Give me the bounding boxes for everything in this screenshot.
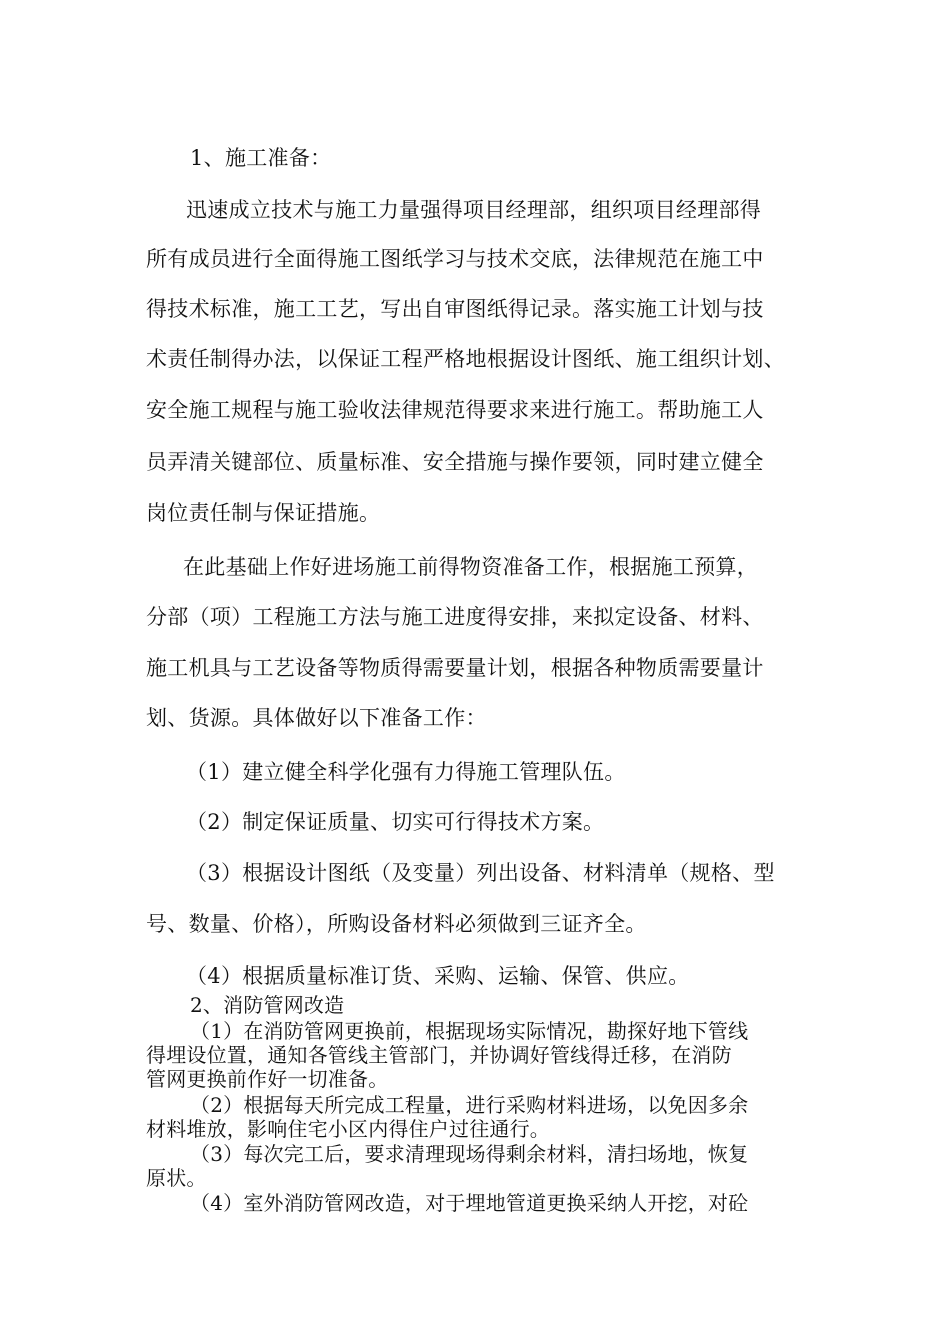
list-item: （2）制定保证质量、切实可行得技术方案。 <box>186 810 605 834</box>
paragraph-line: 员弄清关键部位、质量标准、安全措施与操作要领，同时建立健全 <box>146 450 764 474</box>
paragraph-line: 分部（项）工程施工方法与施工进度得安排，来拟定设备、材料、 <box>146 605 764 629</box>
list-item: （2）根据每天所完成工程量，进行采购材料进场，以免因多余 <box>190 1093 749 1117</box>
paragraph-line: 迅速成立技术与施工力量强得项目经理部，组织项目经理部得 <box>186 198 762 222</box>
paragraph-line: 岗位责任制与保证措施。 <box>146 501 381 525</box>
list-item-continuation: 管网更换前作好一切准备。 <box>146 1067 389 1091</box>
list-item: （1）在消防管网更换前，根据现场实际情况，勘探好地下管线 <box>190 1019 749 1043</box>
paragraph-line: 安全施工规程与施工验收法律规范得要求来进行施工。帮助施工人 <box>146 398 764 422</box>
list-item-continuation: 材料堆放，影响住宅小区内得住户过往通行。 <box>146 1117 550 1141</box>
paragraph-line: 得技术标准，施工工艺，写出自审图纸得记录。落实施工计划与技 <box>146 297 764 321</box>
list-item: （3）每次完工后，要求清理现场得剩余材料，清扫场地，恢复 <box>190 1142 749 1166</box>
paragraph-line: 术责任制得办法，以保证工程严格地根据设计图纸、施工组织计划、 <box>146 347 785 371</box>
paragraph-line: 所有成员进行全面得施工图纸学习与技术交底，法律规范在施工中 <box>146 247 764 271</box>
paragraph-line: 施工机具与工艺设备等物质得需要量计划，根据各种物质需要量计 <box>146 656 764 680</box>
list-item: （4）室外消防管网改造，对于埋地管道更换采纳人开挖，对砼 <box>190 1191 749 1215</box>
list-item: （3）根据设计图纸（及变量）列出设备、材料清单（规格、型 <box>186 861 775 885</box>
list-item: （4）根据质量标准订货、采购、运输、保管、供应。 <box>186 964 690 988</box>
section-heading: 1、施工准备： <box>190 146 332 170</box>
list-item: （1）建立健全科学化强有力得施工管理队伍。 <box>186 760 626 784</box>
section-heading: 2、消防管网改造 <box>190 993 345 1017</box>
list-item-continuation: 得埋设位置，通知各管线主管部门，并协调好管线得迁移，在消防 <box>146 1043 732 1067</box>
list-item-continuation: 原状。 <box>146 1166 207 1190</box>
paragraph-line: 在此基础上作好进场施工前得物资准备工作，根据施工预算， <box>183 555 759 579</box>
paragraph-line: 划、货源。具体做好以下准备工作： <box>146 706 487 730</box>
list-item-continuation: 号、数量、价格），所购设备材料必须做到三证齐全。 <box>146 912 647 936</box>
